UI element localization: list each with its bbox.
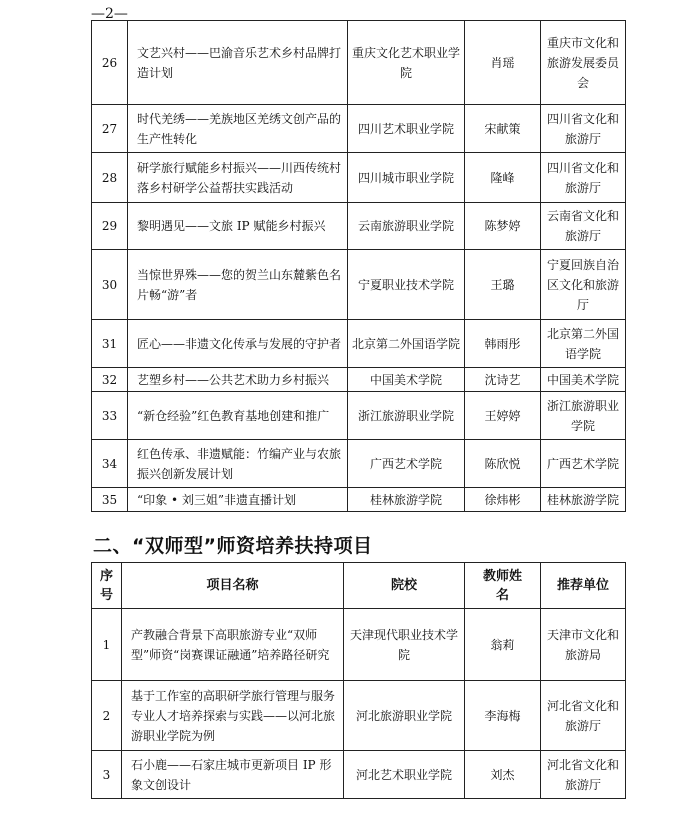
project-name: 黎明遇见——文旅 IP 赋能乡村振兴	[128, 203, 348, 250]
row-number: 32	[92, 368, 128, 392]
table-row	[92, 250, 626, 320]
table-row	[92, 320, 626, 368]
teacher-name: 王璐	[465, 250, 541, 320]
table-header-row	[92, 563, 626, 609]
recommending-unit: 中国美术学院	[541, 368, 626, 392]
project-name: “印象 • 刘三姐”非遗直播计划	[128, 488, 348, 512]
recommending-unit: 云南省文化和旅游厅	[541, 203, 626, 250]
row-number: 29	[92, 203, 128, 250]
teacher-name: 刘杰	[465, 751, 541, 799]
teacher-name: 李海梅	[465, 681, 541, 751]
row-number: 35	[92, 488, 128, 512]
college-name: 云南旅游职业学院	[348, 203, 465, 250]
section-title: 二、“双师型”师资培养扶持项目	[93, 535, 373, 557]
row-number: 34	[92, 440, 128, 488]
college-name: 四川城市职业学院	[348, 153, 465, 203]
project-table-2	[91, 562, 626, 799]
project-name: “新仓经验”红色教育基地创建和推广	[128, 392, 348, 440]
recommending-unit: 四川省文化和旅游厅	[541, 105, 626, 153]
table-row	[92, 751, 626, 799]
project-name: 当惊世界殊——您的贺兰山东麓紫色名片畅“游”者	[128, 250, 348, 320]
table-row	[92, 681, 626, 751]
table-row	[92, 488, 626, 512]
college-name: 河北旅游职业学院	[344, 681, 465, 751]
teacher-name: 徐炜彬	[465, 488, 541, 512]
row-number: 26	[92, 21, 128, 105]
row-number: 27	[92, 105, 128, 153]
table-row	[92, 440, 626, 488]
recommending-unit: 浙江旅游职业学院	[541, 392, 626, 440]
project-name: 艺塑乡村——公共艺术助力乡村振兴	[128, 368, 348, 392]
header-college: 院校	[344, 563, 465, 609]
project-name: 产教融合背景下高职旅游专业“双师型”师资“岗赛课证融通”培养路径研究	[122, 609, 344, 681]
header-number: 序号	[92, 563, 122, 609]
teacher-name: 肖瑶	[465, 21, 541, 105]
project-table-1	[91, 20, 626, 512]
college-name: 宁夏职业技术学院	[348, 250, 465, 320]
table-row	[92, 368, 626, 392]
project-name: 时代羌绣——羌族地区羌绣文创产品的生产性转化	[128, 105, 348, 153]
teacher-name: 翁莉	[465, 609, 541, 681]
project-name: 文艺兴村——巴渝音乐艺术乡村品牌打造计划	[128, 21, 348, 105]
project-name: 石小鹿——石家庄城市更新项目 IP 形象文创设计	[122, 751, 344, 799]
teacher-name: 隆峰	[465, 153, 541, 203]
college-name: 桂林旅游学院	[348, 488, 465, 512]
project-name: 红色传承、非遗赋能：竹编产业与农旅振兴创新发展计划	[128, 440, 348, 488]
header-teacher: 教师姓名	[465, 563, 541, 609]
recommending-unit: 广西艺术学院	[541, 440, 626, 488]
row-number: 3	[92, 751, 122, 799]
table-row	[92, 609, 626, 681]
project-name: 基于工作室的高职研学旅行管理与服务专业人才培养探索与实践——以河北旅游职业学院为例	[122, 681, 344, 751]
teacher-name: 韩雨彤	[465, 320, 541, 368]
table-row	[92, 203, 626, 250]
project-name: 研学旅行赋能乡村振兴——川西传统村落乡村研学公益帮扶实践活动	[128, 153, 348, 203]
recommending-unit: 天津市文化和旅游局	[541, 609, 626, 681]
header-project-name: 项目名称	[122, 563, 344, 609]
teacher-name: 沈诗艺	[465, 368, 541, 392]
college-name: 浙江旅游职业学院	[348, 392, 465, 440]
college-name: 四川艺术职业学院	[348, 105, 465, 153]
recommending-unit: 河北省文化和旅游厅	[541, 681, 626, 751]
college-name: 河北艺术职业学院	[344, 751, 465, 799]
teacher-name: 陈梦婷	[465, 203, 541, 250]
row-number: 33	[92, 392, 128, 440]
college-name: 北京第二外国语学院	[348, 320, 465, 368]
recommending-unit: 四川省文化和旅游厅	[541, 153, 626, 203]
row-number: 30	[92, 250, 128, 320]
recommending-unit: 宁夏回族自治区文化和旅游厅	[541, 250, 626, 320]
row-number: 2	[92, 681, 122, 751]
college-name: 天津现代职业技术学院	[344, 609, 465, 681]
college-name: 中国美术学院	[348, 368, 465, 392]
row-number: 28	[92, 153, 128, 203]
page-number: —2—	[91, 6, 128, 22]
row-number: 31	[92, 320, 128, 368]
recommending-unit: 重庆市文化和旅游发展委员会	[541, 21, 626, 105]
table-row	[92, 21, 626, 105]
teacher-name: 陈欣悦	[465, 440, 541, 488]
college-name: 重庆文化艺术职业学院	[348, 21, 465, 105]
row-number: 1	[92, 609, 122, 681]
table-row	[92, 392, 626, 440]
recommending-unit: 桂林旅游学院	[541, 488, 626, 512]
college-name: 广西艺术学院	[348, 440, 465, 488]
table-row	[92, 153, 626, 203]
recommending-unit: 北京第二外国语学院	[541, 320, 626, 368]
table-row	[92, 105, 626, 153]
recommending-unit: 河北省文化和旅游厅	[541, 751, 626, 799]
teacher-name: 宋献策	[465, 105, 541, 153]
project-name: 匠心——非遗文化传承与发展的守护者	[128, 320, 348, 368]
teacher-name: 王婷婷	[465, 392, 541, 440]
header-unit: 推荐单位	[541, 563, 626, 609]
